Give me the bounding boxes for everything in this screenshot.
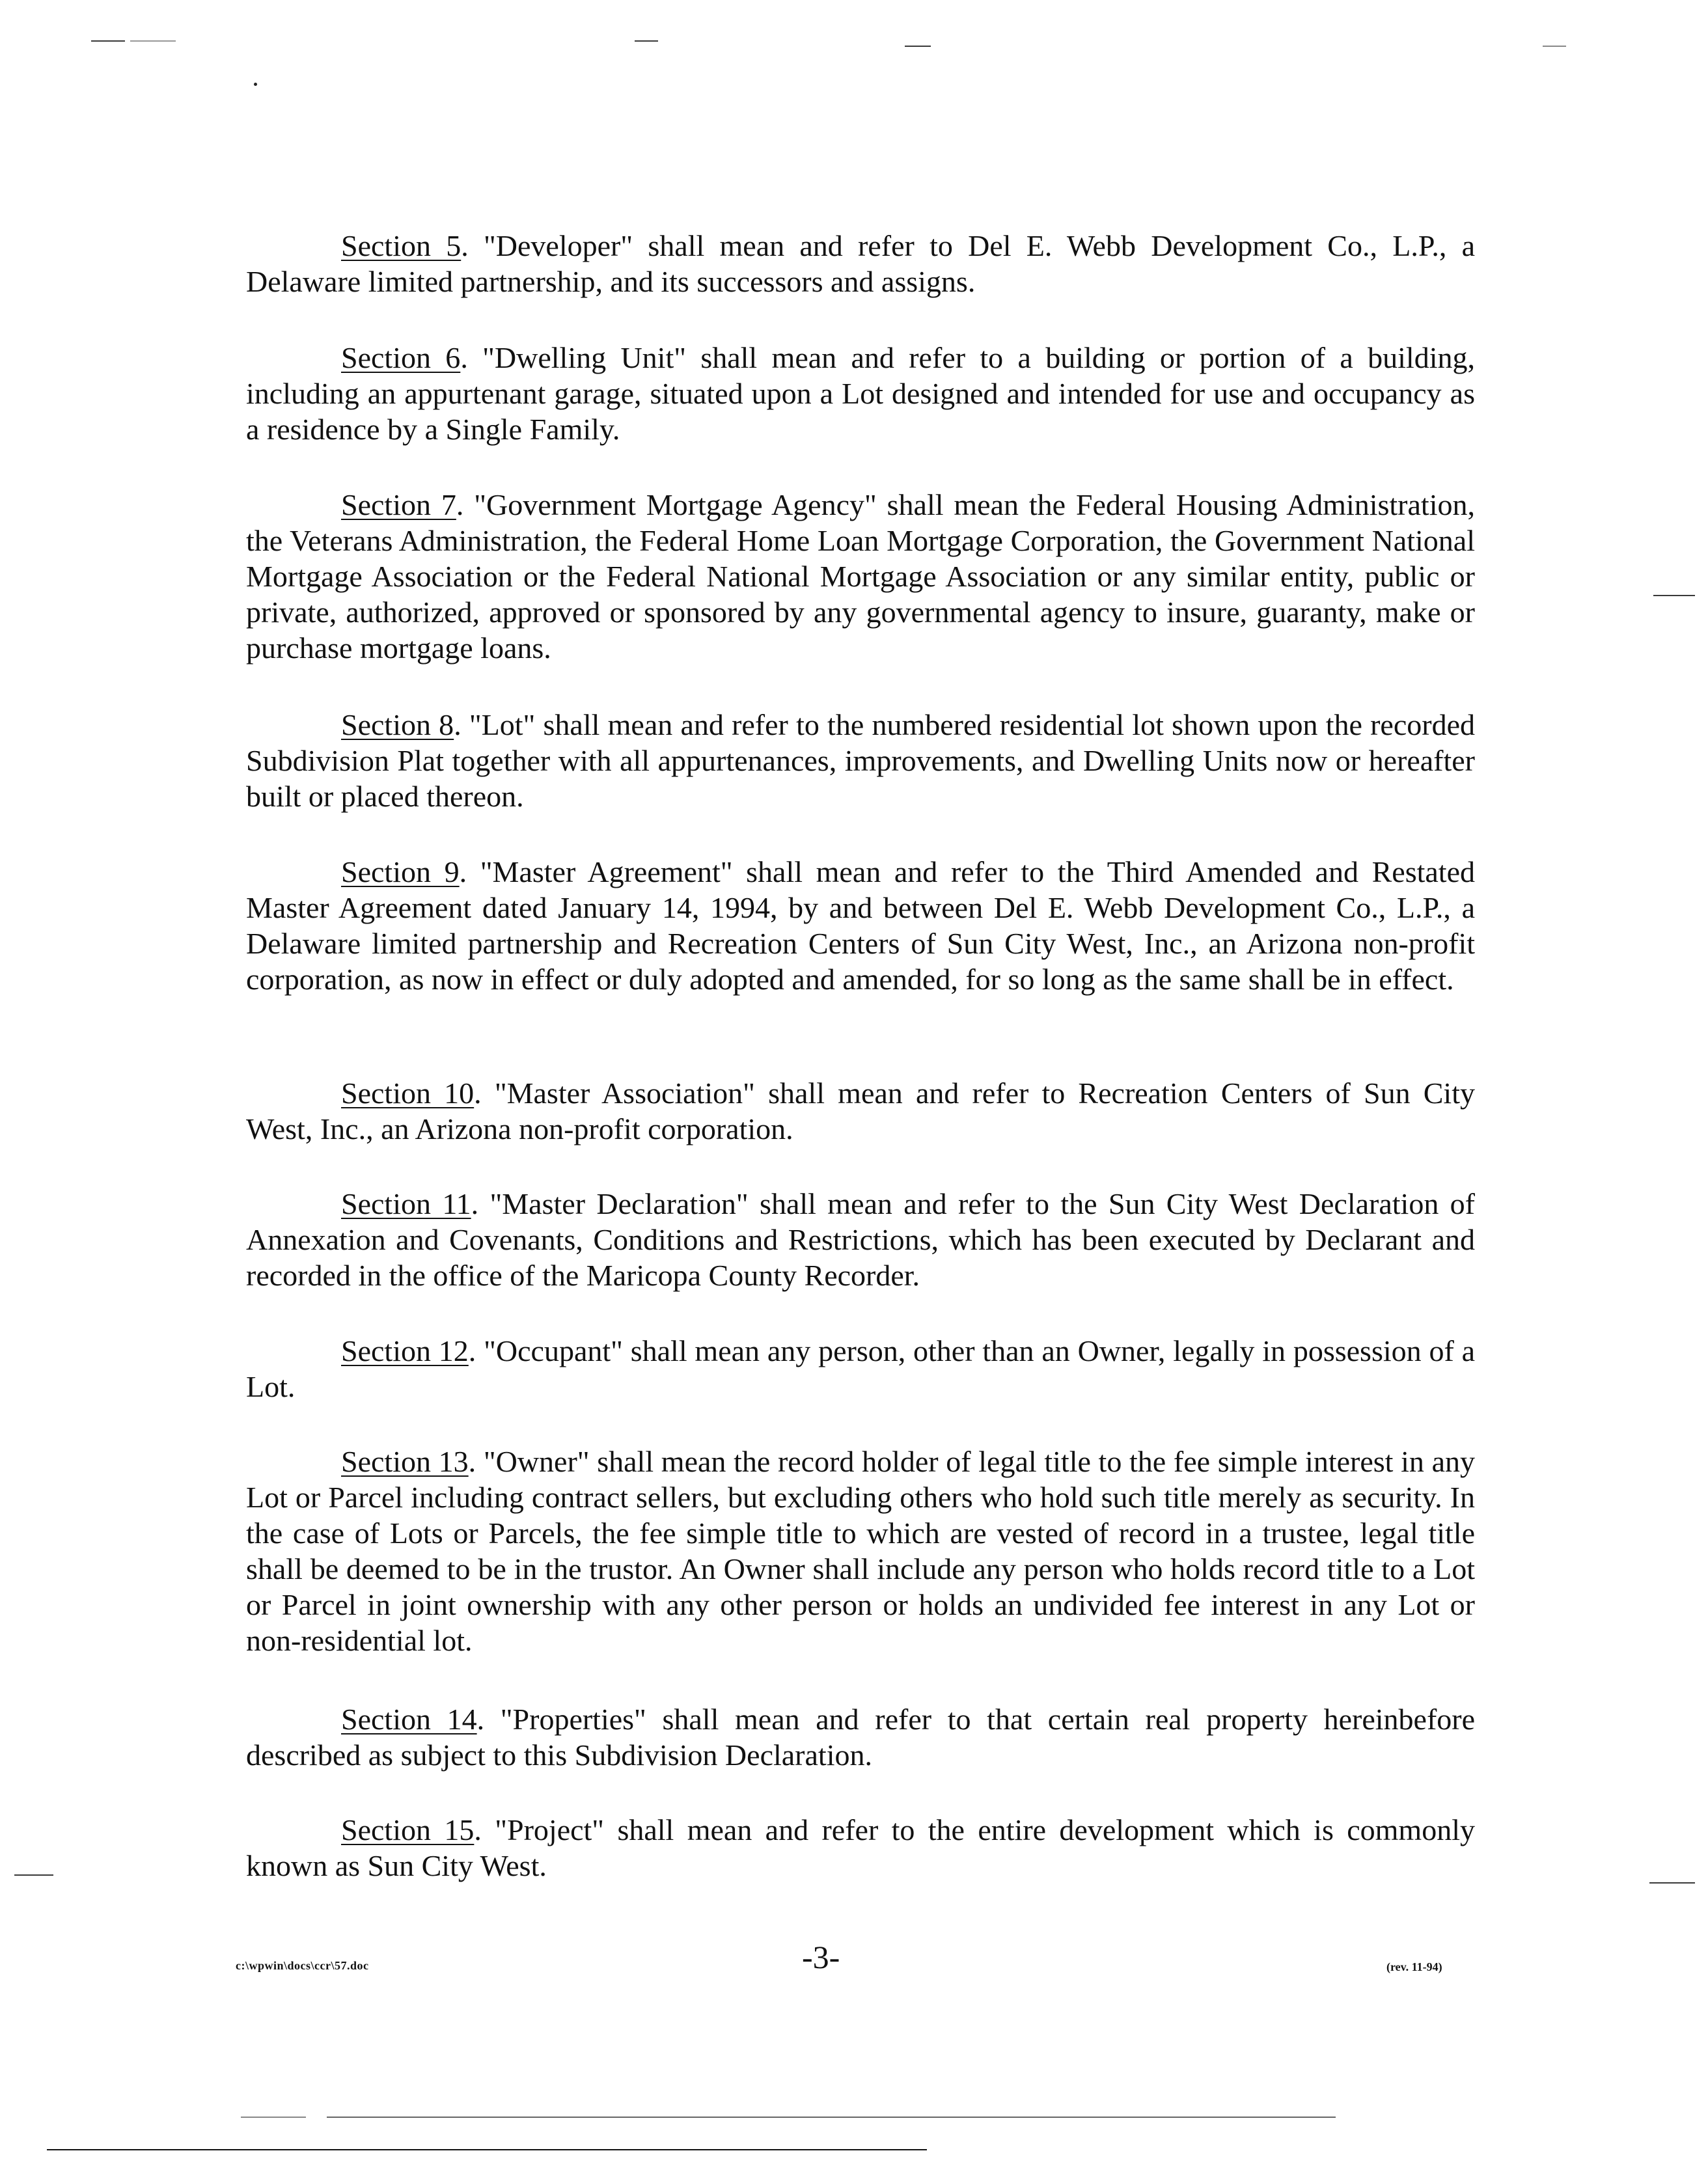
scan-mark-bottom-line xyxy=(327,2117,1336,2118)
scan-mark-top-center-2 xyxy=(905,46,931,47)
scan-mark-bottom-line-2 xyxy=(241,2117,306,2118)
section-11 xyxy=(246,1186,1475,1293)
scan-mark-right-edge-2 xyxy=(1649,1882,1695,1884)
section-text: . "Government Mortgage Agency" shall mean the Federal Housing Administration, the Veterans Administration, the Federal Home Loan Mortgage Corporation, the Government National Mortgage Association or the Federal National Mortgage Association or any similar entity, public or private, authorized, approved or sponsored by any governmental agency to insure, guaranty, make or purchase mortgage loans. xyxy=(246,488,1475,665)
section-text: . "Master Agreement" shall mean and refer to the Third Amended and Restated Master Agreement dated January 14, 1994, by and between Del E. Webb Development Co., L.P., a Delaware limited partnership and Recreation Centers of Sun City West, Inc., an Arizona non-profit corporation, as now in effect or duly adopted and amended, for so long as the same shall be in effect. xyxy=(246,855,1475,996)
section-text: . "Dwelling Unit" shall mean and refer to a building or portion of a building, including an appurtenant garage, situated upon a Lot designed and intended for use and occupancy as a residence by a Single Family. xyxy=(246,341,1475,446)
section-14 xyxy=(246,1701,1475,1773)
scan-mark-top-left xyxy=(91,40,125,42)
section-heading: Section 8 xyxy=(341,708,454,741)
scan-mark-right-edge xyxy=(1653,595,1695,596)
section-heading: Section 11 xyxy=(341,1187,471,1220)
section-12 xyxy=(246,1333,1475,1405)
section-heading: Section 14 xyxy=(341,1703,477,1736)
scan-dot xyxy=(254,83,257,86)
section-text: . "Master Declaration" shall mean and refer to the Sun City West Declaration of Annexation and Covenants, Conditions and Restrictions, which has been executed by Declarant and recorded in the office of the Maricopa County Recorder. xyxy=(246,1187,1475,1292)
section-text: . "Owner" shall mean the record holder of legal title to the fee simple interest in any Lot or Parcel including contract sellers, but excluding others who hold such title merely as security. In the case of Lots or Parcels, the fee simple title to which are vested of record in a trustee, legal title shall be deemed to be in the trustor. An Owner shall include any person who holds record title to a Lot or Parcel in joint ownership with any other person or holds an undivided fee interest in any Lot or non-residential lot. xyxy=(246,1445,1475,1657)
scan-mark-top-center xyxy=(635,40,658,42)
section-heading: Section 13 xyxy=(341,1445,469,1478)
section-6 xyxy=(246,340,1475,447)
scan-mark-bottom-rule xyxy=(47,2149,927,2150)
section-text: . "Developer" shall mean and refer to Del E. Webb Development Co., L.P., a Delaware limited partnership, and its successors and assigns. xyxy=(246,229,1475,298)
section-text: . "Properties" shall mean and refer to that certain real property hereinbefore described as subject to this Subdivision Declaration. xyxy=(246,1703,1475,1772)
footer-page-number: -3- xyxy=(802,1939,840,1975)
section-7 xyxy=(246,487,1475,666)
section-15 xyxy=(246,1812,1475,1884)
section-13 xyxy=(246,1444,1475,1658)
section-text: . "Occupant" shall mean any person, other than an Owner, legally in possession of a Lot. xyxy=(246,1334,1475,1403)
section-text: . "Project" shall mean and refer to the entire development which is commonly known as Sun City West. xyxy=(246,1813,1475,1882)
section-10 xyxy=(246,1075,1475,1147)
section-heading: Section 7 xyxy=(341,488,456,521)
scan-mark-left-edge xyxy=(14,1874,53,1876)
section-text: . "Master Association" shall mean and refer to Recreation Centers of Sun City West, Inc., an Arizona non-profit corporation. xyxy=(246,1076,1475,1145)
section-heading: Section 5 xyxy=(341,229,461,262)
scan-mark-top-left-2 xyxy=(130,40,176,42)
section-5 xyxy=(246,228,1475,299)
section-heading: Section 10 xyxy=(341,1076,475,1110)
section-heading: Section 6 xyxy=(341,341,461,374)
section-heading: Section 12 xyxy=(341,1334,469,1367)
section-heading: Section 9 xyxy=(341,855,460,888)
scan-mark-top-right xyxy=(1543,46,1566,47)
section-heading: Section 15 xyxy=(341,1813,475,1846)
footer-file-path: c:\wpwin\docs\ccr\57.doc xyxy=(236,1959,369,1972)
section-8 xyxy=(246,707,1475,814)
section-9 xyxy=(246,854,1475,997)
section-text: . "Lot" shall mean and refer to the numbered residential lot shown upon the recorded Subdivision Plat together with all appurtenances, improvements, and Dwelling Units now or hereafter built or placed thereon. xyxy=(246,708,1475,813)
footer-revision: (rev. 11-94) xyxy=(1386,1960,1442,1973)
